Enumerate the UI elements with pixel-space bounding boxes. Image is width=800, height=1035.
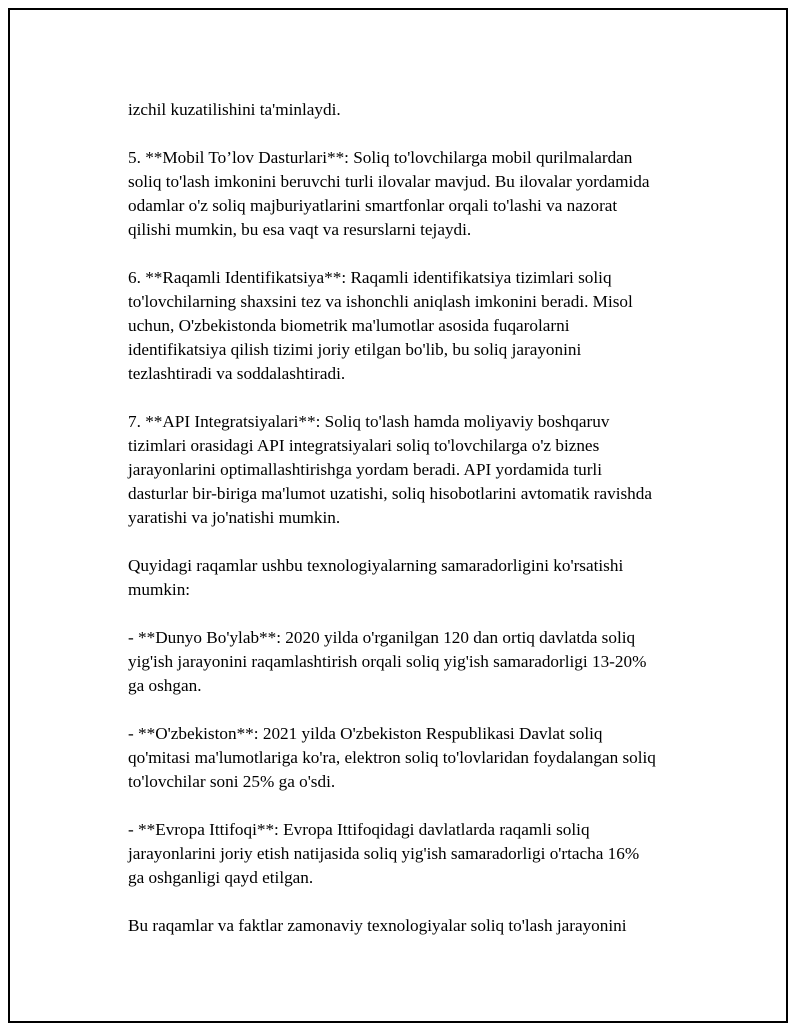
text-line: dasturlar bir-biriga ma'lumot uzatishi, soliq hisobotlarini avtomatik ravishda bbox=[128, 484, 653, 503]
text-line: identifikatsiya qilish tizimi joriy etilgan bo'lib, bu soliq jarayonini bbox=[128, 340, 582, 359]
text-line: to'lovchilar soni 25% ga o'sdi. bbox=[128, 772, 336, 791]
paragraph bbox=[128, 554, 708, 602]
text-line: qo'mitasi ma'lumotlariga ko'ra, elektron soliq to'lovlaridan foydalangan soliq bbox=[128, 748, 656, 767]
text-line: jarayonlarini joriy etish natijasida soliq yig'ish samaradorligi o'rtacha 16% bbox=[128, 844, 640, 863]
paragraph bbox=[128, 818, 708, 890]
text-line: to'lovchilarning shaxsini tez va ishonchli aniqlash imkonini beradi. Misol bbox=[128, 292, 633, 311]
text-line: - **O'zbekiston**: 2021 yilda O'zbekiston Respublikasi Davlat soliq bbox=[128, 724, 603, 743]
text-line: tizimlari orasidagi API integratsiyalari soliq to'lovchilarga o'z biznes bbox=[128, 436, 600, 455]
text-line: 6. **Raqamli Identifikatsiya**: Raqamli identifikatsiya tizimlari soliq bbox=[128, 268, 612, 287]
text-line: yaratishi va jo'natishi mumkin. bbox=[128, 508, 341, 527]
paragraph bbox=[128, 722, 708, 794]
text-line: - **Dunyo Bo'ylab**: 2020 yilda o'rganilgan 120 dan ortiq davlatda soliq bbox=[128, 628, 636, 647]
document-page bbox=[8, 8, 788, 1023]
text-line: odamlar o'z soliq majburiyatlarini smartfonlar orqali to'lashi va nazorat bbox=[128, 196, 618, 215]
paragraph bbox=[128, 98, 708, 122]
text-line: Quyidagi raqamlar ushbu texnologiyalarning samaradorligini ko'rsatishi bbox=[128, 556, 624, 575]
paragraph bbox=[128, 410, 708, 530]
text-line: Bu raqamlar va faktlar zamonaviy texnologiyalar soliq to'lash jarayonini bbox=[128, 916, 627, 935]
paragraph bbox=[128, 626, 708, 698]
text-line: tezlashtiradi va soddalashtiradi. bbox=[128, 364, 346, 383]
text-line: uchun, O'zbekistonda biometrik ma'lumotlar asosida fuqarolarni bbox=[128, 316, 570, 335]
text-line: ga oshgan. bbox=[128, 676, 202, 695]
text-line: - **Evropa Ittifoqi**: Evropa Ittifoqidagi davlatlarda raqamli soliq bbox=[128, 820, 590, 839]
paragraph bbox=[128, 914, 708, 938]
text-line: mumkin: bbox=[128, 580, 191, 599]
document-body bbox=[128, 98, 708, 962]
text-line: izchil kuzatilishini ta'minlaydi. bbox=[128, 100, 341, 119]
paragraph bbox=[128, 266, 708, 386]
paragraph bbox=[128, 146, 708, 242]
text-line: qilishi mumkin, bu esa vaqt va resurslarni tejaydi. bbox=[128, 220, 472, 239]
text-line: ga oshganligi qayd etilgan. bbox=[128, 868, 314, 887]
text-line: jarayonlarini optimallashtirishga yordam beradi. API yordamida turli bbox=[128, 460, 602, 479]
text-line: soliq to'lash imkonini beruvchi turli ilovalar mavjud. Bu ilovalar yordamida bbox=[128, 172, 650, 191]
text-line: 7. **API Integratsiyalari**: Soliq to'lash hamda moliyaviy boshqaruv bbox=[128, 412, 610, 431]
text-line: yig'ish jarayonini raqamlashtirish orqali soliq yig'ish samaradorligi 13-20% bbox=[128, 652, 647, 671]
text-line: 5. **Mobil To’lov Dasturlari**: Soliq to'lovchilarga mobil qurilmalardan bbox=[128, 148, 633, 167]
